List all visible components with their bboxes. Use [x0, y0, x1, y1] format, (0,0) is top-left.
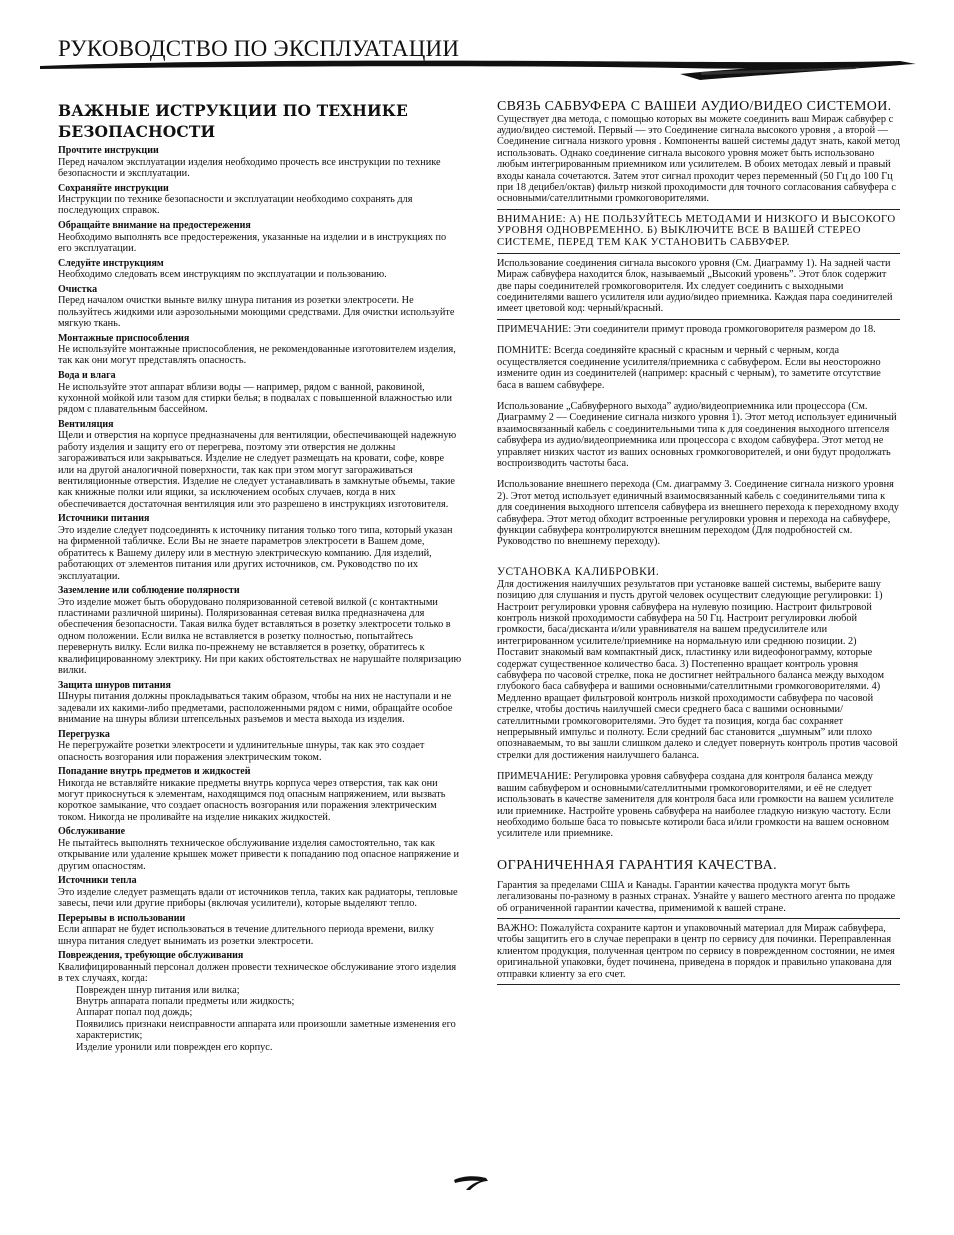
sub-out-text: Использование „Сабвуферного выхода” аудио/видеоприемника или процессора (См. Диаграмму 2 — Соединение сигнала низкого уровня 1). Этот метод использует единичный взаимосвязанный кабель с соединительными типа к для соединения выходного штепселя сабвуфера из аудио/видеоприемника или процессора с входом сабвуфера. Этот метод не управляет низких частот из ваших основных громкоговорителей, и они будут продолжать воспроизводить частоты баса.	[497, 400, 897, 469]
section-title: Вентиляция	[58, 418, 114, 430]
safety-section	[58, 258, 462, 281]
calibration-heading: УСТАНОВКА КАЛИБРОВКИ.	[497, 565, 660, 578]
safety-section	[58, 826, 462, 872]
safety-section	[58, 333, 462, 367]
spacer	[497, 840, 900, 858]
section-body: Перед началом очистки выньте вилку шнура питания из розетки электросети. Не пользуйтесь жидкими или аэрозольными моющими средствами. Для очистки используйте мягкую ткань.	[58, 295, 455, 329]
spacer	[497, 548, 900, 566]
important-text: ВАЖНО: Пожалуйста сохраните картон и упаковочный материал для Мираж сабвуфера, чтобы защитить его в случае перепраки в центр по сервису для починки. Переправленная клиентом продукция, полученная центром по сервису в поврежденном состоянии, не имея оригинальной упаковки, будет починена, приведена в порядок и правильно упакована для отправки клиенту за его счет.	[497, 922, 895, 980]
section-title: Попадание внутрь предметов и жидкостей	[58, 766, 251, 778]
section-body: Шнуры питания должны прокладываться таким образом, чтобы на них не наступали и не задевали их какими-либо предметами, расположенными рядом с ними, обращайте особое внимание на шнуры вблизи штепсельных разъемов и места выхода из изделия.	[58, 691, 453, 725]
service-list-item: Изделие уронили или поврежден его корпус.	[76, 1041, 273, 1053]
section-body: Не используйте этот аппарат вблизи воды — например, рядом с ванной, раковиной, кухонной мойкой или тазом для стирки белья; в подвалах с повышенной влажностью или рядом с плавательным бассейном.	[58, 381, 453, 416]
spacer	[497, 335, 900, 345]
section-title: Обслуживание	[58, 826, 126, 838]
section-title: Прочтите инструкции	[58, 145, 159, 156]
remember-text: ПОМНИТЕ: Всегда соединяйте красный с красным и черный с черным, когда осуществляется соединение усилителя/приемника с сабвуфером. Если вы неосторожно измените один из соединителей (например: красный с черным), то заметите отсутствие баса в вашем сабвуфере.	[497, 345, 881, 391]
calibration-body: Для достижения наилучших результатов при установке вашей системы, выберите вашу позицию для слушания и пусть другой человек осуществит следующие регулировки: 1) Настроит регулировки уровня сабвуфера на нулевую позицию. Настроит фильтровой контроль низкой проходимости сабвуфера на 50 Гц. Настроит регулировки любой громкости, баса/дисканта и/или уравнивателя на вашем предусилителе или интегрированном усилителе/приемнике на нормальную или среднюю позиции. 2) Поставит знакомый вам компактный диск, пластинку или видеофонограмму, которые содержат существенное количество баса. 3) Постепенно вращает контроль уровня сабвуфера по часовой стрелке, пока не достигнет нейтрального баланса между выходом глубокого баса сабвуфера и вашими основными/сателлитными громкоговорителями. 4) Медленно вращает фильтровой контроль низкой проходимости сабвуфера по часовой стрелке, чтобы достичь наилучшей смеси среднего баса с вашими основными/сателлитными громкоговорителями. Это будет та позиция, когда бас сохраняет непрерывный импульс и полноту. Если средний бас становится „шумным” или плохо опознаваемым, то вы зашли слишком далеко и следует повернуть контроль против часовой стрелки для достижения наилучшего баланса.	[497, 578, 898, 761]
section-body: Перед началом эксплуатации изделия необходимо прочесть все инструкции по технике безопасности и эксплуатации.	[58, 156, 441, 179]
spacer	[497, 761, 900, 771]
safety-section	[58, 680, 462, 726]
subwoofer-column	[497, 100, 900, 1180]
service-list-item: Аппарат попал под дождь;	[76, 1007, 193, 1019]
section-body: Не пытайтесь выполнять техническое обслуживание изделия самостоятельно, так как открывание или удаление крышек может привести к попаданию под опасное напряжение и другим опасностям.	[58, 837, 460, 872]
safety-section	[58, 513, 462, 582]
connect-body: Существует два метода, с помощью которых вы можете соединить ваш Мираж сабвуфер с аудио/видео системой. Первый — это Соединение сигнала высокого уровня , а второй — Соединение сигнала низкого уровня . Компоненты вашей системы дадут знать, какой метод использовать. Однако соединение сигнала высокого уровня может быть использовано любым интегрированным приемником или усилителем. В обоих методах левый и правый входы канала сочетаются. Затем этот сигнал проходит через переменный (50 Гц до 100 Гц при 18 децибел/октав) фильтр низкой проходимости для точного согласования сабвуфера с основными/сателлитными громкоговорителями.	[497, 113, 900, 205]
section-title: Вода и влага	[58, 370, 116, 381]
safety-section	[58, 585, 462, 676]
note-text: ПРИМЕЧАНИЕ: Эти соединители примут провода громкоговорителя размером до 18.	[497, 323, 876, 335]
service-list-item: Поврежден шнур питания или вилка;	[76, 984, 240, 996]
section-title: Защита шнуров питания	[58, 679, 171, 691]
safety-section	[58, 729, 462, 763]
warranty-heading: ОГРАНИЧЕННАЯ ГАРАНТИЯ КАЧЕСТВА.	[497, 857, 778, 873]
connect-heading: СВЯЗЬ САБВУФЕРА С ВАШЕЙ АУДИО/ВИДЕО СИСТЕМОЙ.	[497, 100, 892, 114]
section-title: Следуйте инструкциям	[58, 257, 164, 269]
section-body: Не используйте монтажные приспособления, не рекомендованные изготовителем изделия, так как они могут представлять опасность.	[58, 344, 456, 367]
spacer	[497, 469, 900, 479]
safety-section	[58, 913, 462, 947]
section-title: Источники тепла	[58, 875, 137, 887]
section-body: Это изделие следует размещать вдали от источников тепла, таких как радиаторы, тепловые завесы, печи или другие приборы (включая усилители), которые выделяют тепло.	[58, 886, 458, 910]
section-title: Обращайте внимание на предостережения	[58, 220, 251, 231]
divider	[497, 984, 900, 985]
safety-section	[58, 875, 462, 909]
note-text: ПРИМЕЧАНИЕ: Регулировка уровня сабвуфера создана для контроля баланса между вашим сабвуфером и основными/сателлитными громкоговорителями, и её не следует использовать в качестве заменителя для контроля баса или громкости на вашем усилителе или приемнике. Настройте уровень сабвуфера на наиболее гладкую низкую частоту. Если необходимо больше баса то повысьте котироли баса и/или громкости на вашем основном усилителе или приемнике.	[497, 771, 894, 840]
safety-column	[58, 100, 462, 1166]
high-level-text: Использование соединения сигнала высокого уровня (См. Диаграмму 1). На задней части Мираж сабвуфера находится блок, называемый „Высокий уровень”. Этот блок содержит две пары соединителей громкоговорителя. Их следует соединить с выходными соединителями вашего усилителя или аудио/видео приемника. Каждая пара соединителей имеет цветовой код: черный/красный.	[497, 257, 893, 315]
section-title: Повреждения, требующие обслуживания	[58, 950, 244, 962]
section-body: Никогда не вставляйте никакие предметы внутрь корпуса через отверстия, так как они могут прикоснуться к элементам, находящимся под опасным напряжением, или вызвать короткое замыкание, что создает опасность возгорания или поражения электрическим током. Никогда не проливайте на изделие никаких жидкостей.	[58, 777, 446, 823]
section-title: Источники питания	[58, 513, 150, 525]
section-body: Необходимо следовать всем инструкциям по эксплуатации и пользованию.	[58, 269, 387, 280]
safety-section	[58, 766, 462, 823]
section-body: Не перегружайте розетки электросети и удлинительные шнуры, так как это создает опасность возгорания или поражения электрическим током.	[58, 740, 425, 763]
safety-section	[58, 284, 462, 330]
divider	[497, 209, 900, 210]
external-crossover-text: Использование внешнего перехода (См. диаграмму 3. Соединение сигнала низкого уровня 2). Этот метод использует единичный взаимосвязанный кабель с соединительями типа к для соединения выходного штепселя сабвуфера из внешнего перехода к переходному входу сабвуфера. Этот метод обходит встроенные регулировки уровня и перехода на сабвуфере, функции сабвуфера контролируются внешним переходом (Для подробностей см. Руководство по внешнему переходу).	[497, 479, 899, 548]
safety-section	[58, 220, 462, 254]
page-title: РУКОВОДСТВО ПО ЭКСПЛУАТАЦИИ	[58, 36, 460, 61]
section-body: Инструкции по технике безопасности и эксплуатации необходимо сохранять для последующих справок.	[58, 194, 413, 217]
divider	[497, 253, 900, 254]
safety-heading: ВАЖНЫЕ ИСТРУКЦИИ ПО ТЕХНИКЕ БЕЗОПАСНОСТИ	[58, 101, 408, 141]
section-body: Необходимо выполнять все предостережения, указанные на изделии и в инструкциях по его эксплуатации.	[58, 231, 447, 254]
section-body: Это изделие следует подсоединять к источнику питания только того типа, который указан на фирменной табличке. Если Вы не знаете параметров электросети в Вашем доме, обратитесь к Вашему дилеру или в местную электрическую компанию. Для изделий, работающих от элементов питания или других источников, см. Руководство по их эксплуатации.	[58, 524, 453, 582]
section-body: Это изделие может быть оборудовано поляризованной сетевой вилкой (с контактными пластинами различной ширины). Поляризованная сетевая вилка предназначена для обеспечения безопасности. Такая вилка будет вставляться в розетку электросети только в одном положении. Если вилка не вставляется в розетку полностью, попытайтесь перевернуть вилку. Если вилка по-прежнему не вставляется в розетку, обратитесь к квалифицированному электрику. Ни при каких обстоятельствах не нарушайте поляризацию вилки.	[58, 596, 462, 677]
section-title: Очистка	[58, 283, 98, 295]
divider	[497, 319, 900, 320]
service-list-item: Появились признаки неисправности аппарата или произошли заметные изменения его характеристик;	[76, 1018, 456, 1042]
warning-text: ВНИМАНИЕ: А) НЕ ПОЛЬЗУЙТЕСЬ МЕТОДАМИ И НИЗКОГО И ВЫСОКОГО УРОВНЯ ОДНОВРЕМЕННО. Б) ВЫКЛЮЧИТЕ ВСЕ В ВАШЕЙ СТЕРЕО СИСТЕМЕ, ПЕРЕД ТЕМ КАК УСТАНОВИТЬ САБВУФЕР.	[497, 212, 896, 249]
section-body: Если аппарат не будет использоваться в течение длительного периода времени, вилку шнура питания следует вынимать из розетки электросети.	[58, 924, 434, 947]
section-title: Монтажные приспособления	[58, 332, 190, 344]
section-body: Квалифицированный персонал должен провести техническое обслуживание этого изделия в тех случаях, когда:	[58, 961, 457, 985]
safety-section	[58, 419, 462, 510]
spacer	[497, 391, 900, 401]
section-title: Сохраняйте инструкции	[58, 182, 169, 194]
service-list-item: Внутрь аппарата попали предметы или жидкость;	[76, 996, 295, 1008]
section-title: Перегрузка	[58, 728, 110, 740]
safety-section	[58, 183, 462, 217]
divider	[497, 918, 900, 919]
section-title: Перерывы в использовании	[58, 912, 186, 924]
page-number-mark	[452, 1172, 492, 1196]
safety-section	[58, 145, 462, 179]
warranty-body: Гарантия за пределами США и Канады. Гарантии качества продукта могут быть легализованы по-разному в разных странах. Узнайте у вашего местного агента по продаже об ограниченной гарантии качества, применимой к вашей стране.	[497, 879, 896, 914]
service-section	[58, 950, 462, 1053]
safety-section	[58, 370, 462, 416]
header-brush-stroke	[40, 52, 920, 86]
section-title: Заземление или соблюдение полярности	[58, 585, 240, 597]
section-body: Щели и отверстия на корпусе предназначены для вентиляции, обеспечивающей надежную работу изделия и защиту его от перегрева, поэтому эти отверстия не должны загораживаться или закрываться. Изделие не следует размещать на кровати, софе, ковре или на другой аналогичной поверхности, так как при этом могут загораживаться вентиляционные отверстия. Изделие не следует устанавливать в замкнутые объемы, такие как книжные полки или ящики, за исключением особых случаев, когда в них обеспечивается достаточная вентиляция или это разрешено в инструкциях изготовителя.	[58, 430, 457, 510]
